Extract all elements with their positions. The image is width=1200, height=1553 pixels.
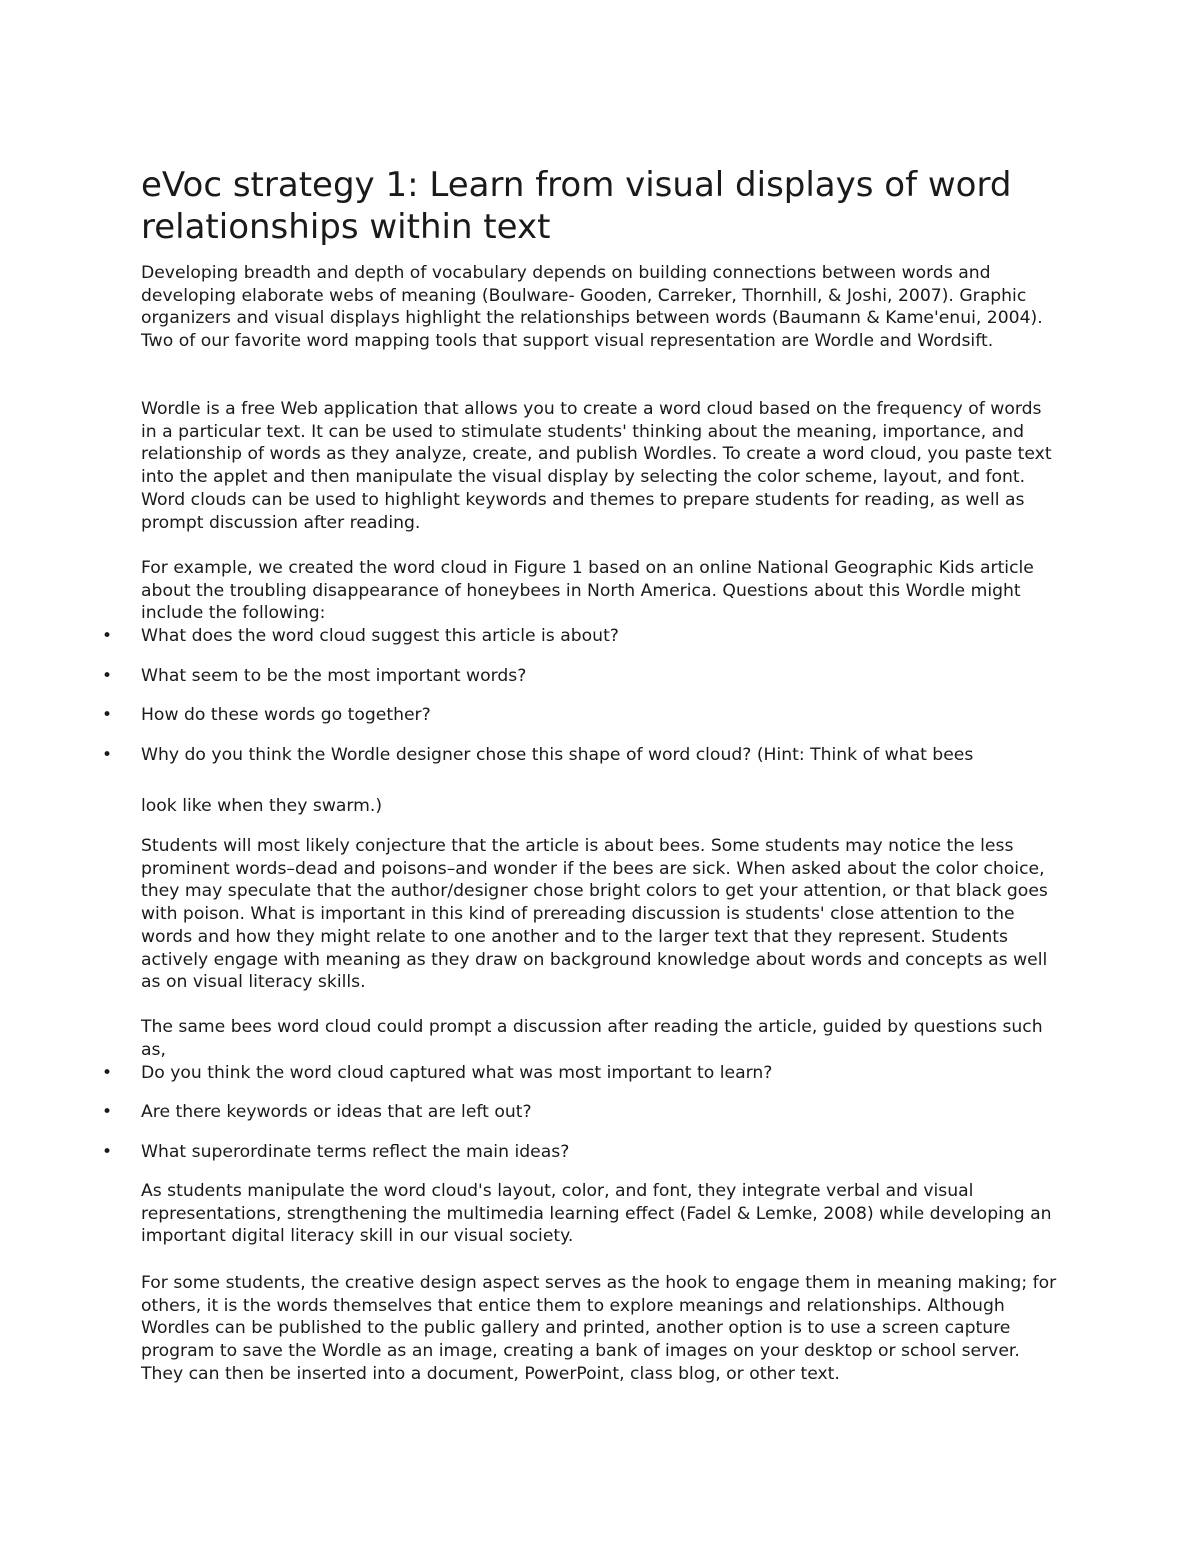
page-title: eVoc strategy 1: Learn from visual displays of word relationships within text	[141, 165, 1012, 247]
bullet-icon: •	[102, 1142, 113, 1162]
list-item-continuation: look like when they swarm.)	[141, 796, 383, 816]
paragraph-example: For example, we created the word cloud in Figure 1 based on an online National Geographic Kids article about the troubling disappearance of honeybees in North America. Questions about this Wordle might include the following:	[141, 558, 1034, 624]
bullet-icon: •	[102, 1102, 113, 1122]
bullet-icon: •	[102, 745, 113, 765]
list-item: Are there keywords or ideas that are left out?	[141, 1102, 532, 1122]
list-item: What does the word cloud suggest this article is about?	[141, 626, 619, 646]
paragraph-creative: For some students, the creative design aspect serves as the hook to engage them in meaning making; for others, it is the words themselves that entice them to explore meanings and relationships. Although Wordles can be published to the public gallery and printed, another option is to use a screen capture program to save the Wordle as an image, creating a bank of images on your desktop or school server. They can then be inserted into a document, PowerPoint, class blog, or other text.	[141, 1273, 1057, 1384]
paragraph-conjecture: Students will most likely conjecture that the article is about bees. Some students may notice the less prominent words–dead and poisons–and wonder if the bees are sick. When asked about the color choice, they may speculate that the author/designer chose bright colors to get your attention, or that black goes with poison. What is important in this kind of prereading discussion is students' close attention to the words and how they might relate to one another and to the larger text that they represent. Students actively engage with meaning as they draw on background knowledge about words and concepts as well as on visual literacy skills.	[141, 836, 1048, 993]
bullet-icon: •	[102, 705, 113, 725]
list-item: What superordinate terms reflect the main ideas?	[141, 1142, 570, 1162]
paragraph-intro: Developing breadth and depth of vocabulary depends on building connections between words and developing elaborate webs of meaning (Boulware- Gooden, Carreker, Thornhill, & Joshi, 2007). Graphic organizers and visual displays highlight the relationships between words (Baumann & Kame'enui, 2004). Two of our favorite word mapping tools that support visual representation are Wordle and Wordsift.	[141, 263, 1043, 352]
list-item: How do these words go together?	[141, 705, 431, 725]
bullet-icon: •	[102, 666, 113, 686]
bullet-icon: •	[102, 1063, 113, 1083]
paragraph-wordle: Wordle is a free Web application that allows you to create a word cloud based on the frequency of words in a particular text. It can be used to stimulate students' thinking about the meaning, importance, and relationship of words as they analyze, create, and publish Wordles. To create a word cloud, you paste text into the applet and then manipulate the visual display by selecting the color scheme, layout, and font. Word clouds can be used to highlight keywords and themes to prepare students for reading, as well as prompt discussion after reading.	[141, 399, 1052, 533]
list-item: Why do you think the Wordle designer chose this shape of word cloud? (Hint: Think of what bees	[141, 745, 974, 765]
list-item: What seem to be the most important words?	[141, 666, 527, 686]
bullet-icon: •	[102, 626, 113, 646]
list-item: Do you think the word cloud captured what was most important to learn?	[141, 1063, 773, 1083]
paragraph-after-reading: The same bees word cloud could prompt a discussion after reading the article, guided by questions such as,	[141, 1017, 1043, 1060]
paragraph-multimedia: As students manipulate the word cloud's layout, color, and font, they integrate verbal and visual representations, strengthening the multimedia learning effect (Fadel & Lemke, 2008) while developing an important digital literacy skill in our visual society.	[141, 1181, 1052, 1247]
